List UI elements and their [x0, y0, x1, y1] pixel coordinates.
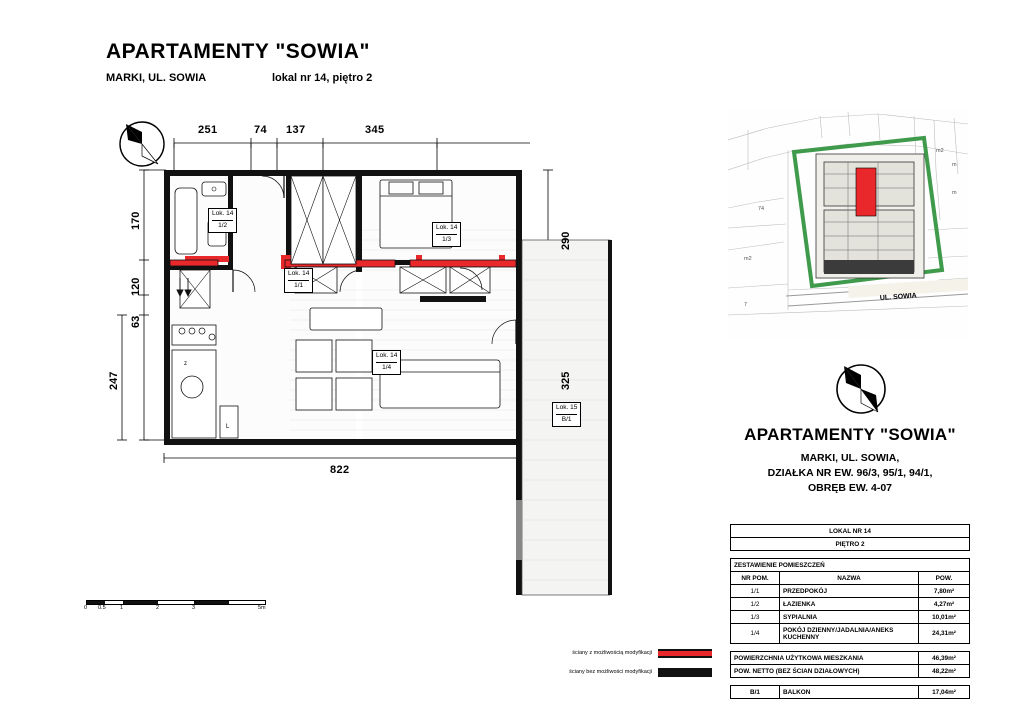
legend-label: ściany bez możliwości modyfikacji	[569, 669, 652, 675]
scale-tick-5: 5m	[258, 605, 266, 611]
svg-text:m: m	[952, 190, 957, 196]
table-row	[731, 624, 970, 644]
room-tag-number: 1/3	[436, 234, 457, 245]
right-title-block	[728, 425, 972, 494]
balcony-name: BALKON	[780, 686, 919, 699]
row-nr: 1/3	[731, 611, 780, 624]
svg-text:z: z	[184, 361, 187, 367]
totals-table	[730, 651, 970, 678]
table-row	[731, 585, 970, 598]
dim-left-2: 120	[130, 277, 142, 296]
scale-tick-2: 1	[120, 605, 124, 611]
scale-bar-ticks	[86, 605, 286, 615]
room-tag-label: Lok. 14	[376, 352, 398, 359]
right-address-line-3: OBRĘB EW. 4-07	[807, 482, 893, 494]
dim-top-3: 137	[286, 124, 306, 136]
table-row	[731, 611, 970, 624]
dim-bottom: 822	[330, 464, 350, 476]
site-map-drawing	[728, 110, 968, 340]
dim-right-1: 290	[560, 231, 572, 250]
total-value: 46,39m²	[919, 652, 970, 665]
total-value: 48,22m²	[919, 665, 970, 678]
total-label: POWIERZCHNIA UŻYTKOWA MIESZKANIA	[731, 652, 919, 665]
page-title: APARTAMENTY "SOWIA"	[106, 40, 370, 63]
row-nr: 1/2	[731, 598, 780, 611]
total-label: POW. NETTO (BEZ ŚCIAN DZIAŁOWYCH)	[731, 665, 919, 678]
header-unit: lokal nr 14, piętro 2	[272, 72, 373, 84]
col-header-pow: POW.	[919, 572, 970, 585]
legend-swatch-red	[658, 649, 712, 658]
dim-left-4: 247	[108, 371, 120, 390]
floor-plan	[80, 110, 680, 630]
col-header-nazwa: NAZWA	[780, 572, 919, 585]
right-address-line-1: MARKI, UL. SOWIA,	[800, 452, 900, 464]
room-tag-1-4	[372, 350, 401, 375]
row-nr: 1/1	[731, 585, 780, 598]
room-tag-number: B/1	[556, 414, 577, 425]
dim-top-1: 251	[198, 124, 218, 136]
table-row	[731, 598, 970, 611]
row-name: ŁAZIENKA	[780, 598, 919, 611]
legend-item-fixed	[556, 665, 716, 679]
street-label: UL. SOWIA	[879, 292, 918, 302]
lokal-number: LOKAL NR 14	[731, 525, 970, 538]
dim-top-2: 74	[254, 124, 268, 136]
legend	[556, 646, 716, 684]
room-tag-label: Lok. 14	[436, 224, 458, 231]
dim-top-4: 345	[365, 124, 385, 136]
row-name: SYPIALNIA	[780, 611, 919, 624]
room-tag-label: Lok. 14	[288, 270, 310, 277]
legend-label: ściany z możliwością modyfikacji	[572, 650, 652, 656]
scale-tick-0: 0	[84, 605, 88, 611]
scale-tick-4: 3	[192, 605, 196, 611]
room-tag-label: Lok. 14	[212, 210, 234, 217]
row-area: 10,01m²	[919, 611, 970, 624]
dim-left-1: 170	[130, 211, 142, 230]
svg-text:m2: m2	[936, 148, 944, 154]
row-area: 4,27m²	[919, 598, 970, 611]
balcony-table	[730, 685, 970, 699]
legend-swatch-black	[658, 668, 712, 677]
right-address-line-2: DZIAŁKA NR EW. 96/3, 95/1, 94/1,	[767, 467, 933, 479]
room-tag-1-3	[432, 222, 461, 247]
balcony-nr: B/1	[731, 686, 780, 699]
room-tag-number: 1/4	[376, 362, 397, 373]
unit-header-table	[730, 524, 970, 551]
balcony-area: 17,04m²	[919, 686, 970, 699]
room-tag-1-1	[284, 268, 313, 293]
row-name: PRZEDPOKÓJ	[780, 585, 919, 598]
table-row	[731, 686, 970, 699]
room-tag-number: 1/2	[212, 220, 233, 231]
row-nr: 1/4	[731, 624, 780, 644]
svg-text:74: 74	[758, 206, 765, 212]
floor-number: PIĘTRO 2	[731, 538, 970, 551]
legend-item-modifiable	[556, 646, 716, 660]
site-map	[728, 110, 968, 340]
table-row	[731, 665, 970, 678]
col-header-nr: NR POM.	[731, 572, 780, 585]
header-address: MARKI, UL. SOWIA	[106, 72, 207, 84]
row-area: 24,31m²	[919, 624, 970, 644]
dim-right-2: 325	[560, 371, 572, 390]
svg-text:L: L	[226, 424, 230, 430]
scale-tick-1: 0.5	[98, 605, 106, 611]
svg-text:m: m	[952, 162, 957, 168]
compass-icon-right	[826, 358, 896, 425]
dim-left-3: 63	[130, 315, 142, 328]
scale-bar	[86, 600, 286, 615]
row-area: 7,80m²	[919, 585, 970, 598]
svg-text:7: 7	[744, 302, 748, 308]
room-tag-b-1	[552, 402, 581, 427]
room-tag-label: Lok. 15	[556, 404, 578, 411]
rooms-table	[730, 558, 970, 644]
room-tag-1-2	[208, 208, 237, 233]
right-title: APARTAMENTY "SOWIA"	[744, 425, 956, 444]
table-row	[731, 652, 970, 665]
room-tag-number: 1/1	[288, 280, 309, 291]
info-tables	[730, 524, 970, 699]
scale-tick-3: 2	[156, 605, 160, 611]
rooms-table-title: ZESTAWIENIE POMIESZCZEŃ	[731, 559, 970, 572]
svg-text:m2: m2	[744, 256, 752, 262]
row-name: POKÓJ DZIENNY/JADALNIA/ANEKS KUCHENNY	[780, 624, 919, 644]
